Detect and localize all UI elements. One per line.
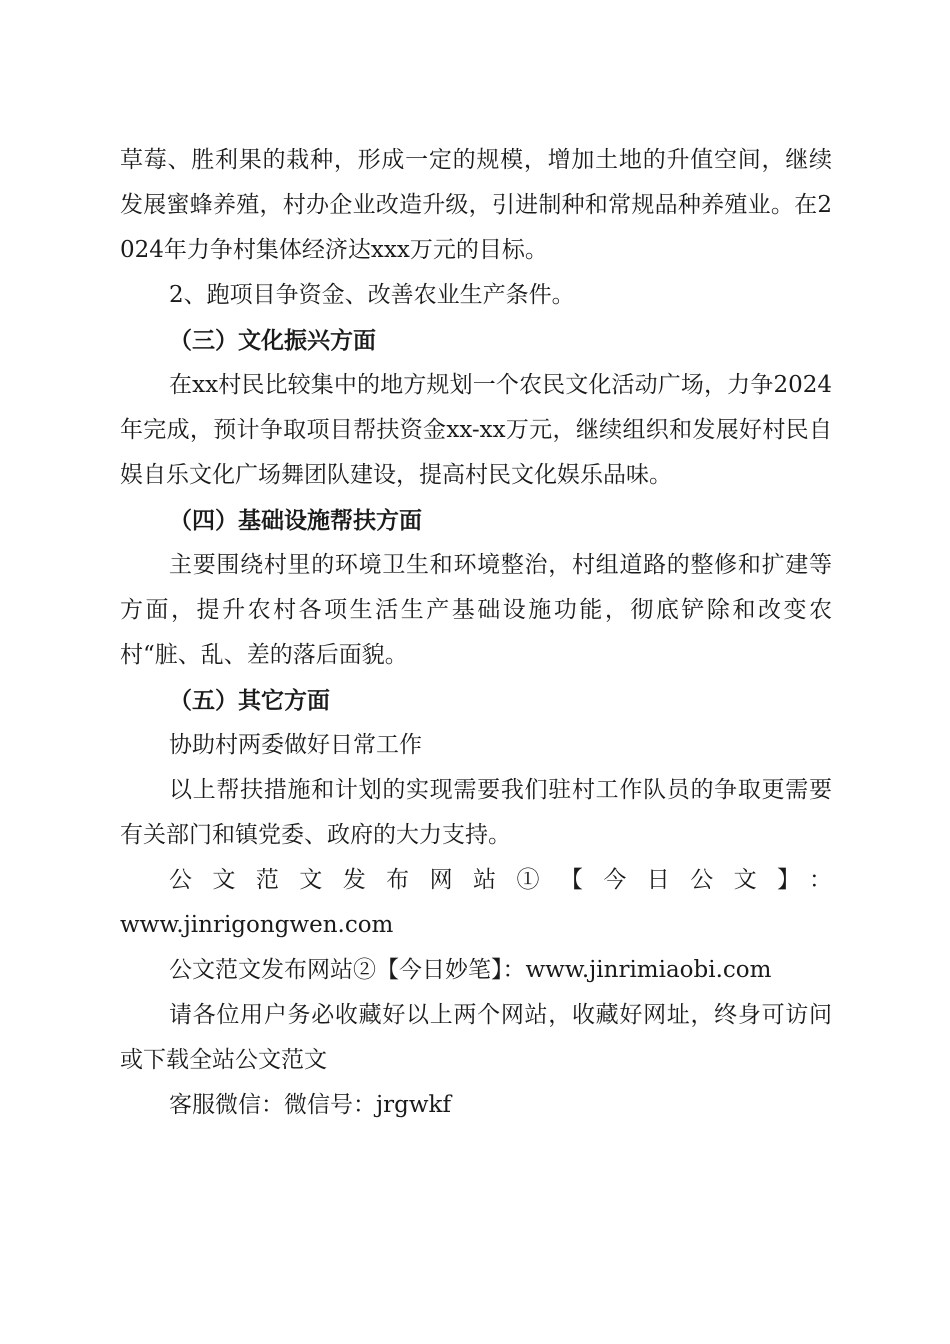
paragraph-assist: 协助村两委做好日常工作: [169, 732, 422, 758]
reminder-paragraph: 请各位用户务必收藏好以上两个网站，收藏好网址，终身可访问或下载全站公文范文: [120, 1002, 832, 1073]
paragraph-infrastructure: 主要围绕村里的环境卫生和环境整治，村组道路的整修和扩建等方面，提升农村各项生活生产基础设施功能，彻底铲除和改变农村“脏、乱、差的落后面貌。: [120, 552, 832, 668]
heading-other: （五）其它方面: [169, 687, 330, 714]
paragraph-funding: 2、跑项目争资金、改善农业生产条件。: [169, 282, 575, 308]
heading-infrastructure: （四）基础设施帮扶方面: [169, 507, 422, 534]
site2-line: 公文范文发布网站②【今日妙笔】：www.jinrimiaobi.com: [169, 957, 772, 983]
heading-culture: （三）文化振兴方面: [169, 327, 376, 354]
paragraph-support: 以上帮扶措施和计划的实现需要我们驻村工作队员的争取更需要有关部门和镇党委、政府的大力支持。: [120, 777, 832, 848]
paragraph-planting: 草莓、胜利果的栽种，形成一定的规模，增加土地的升值空间，继续发展蜜蜂养殖，村办企业改造升级，引进制种和常规品种养殖业。在2024年力争村集体经济达xxx万元的目标。: [120, 147, 832, 263]
document-body: [120, 138, 832, 1128]
site1-label: 公文范文发布网站①【今日公文】：: [169, 867, 832, 893]
service-wechat: 客服微信：微信号：jrgwkf: [169, 1092, 451, 1118]
site1-url[interactable]: www.jinrigongwen.com: [120, 912, 394, 938]
paragraph-culture: 在xx村民比较集中的地方规划一个农民文化活动广场，力争2024年完成，预计争取项目帮扶资金xx-xx万元，继续组织和发展好村民自娱自乐文化广场舞团队建设，提高村民文化娱乐品味。: [120, 372, 832, 488]
